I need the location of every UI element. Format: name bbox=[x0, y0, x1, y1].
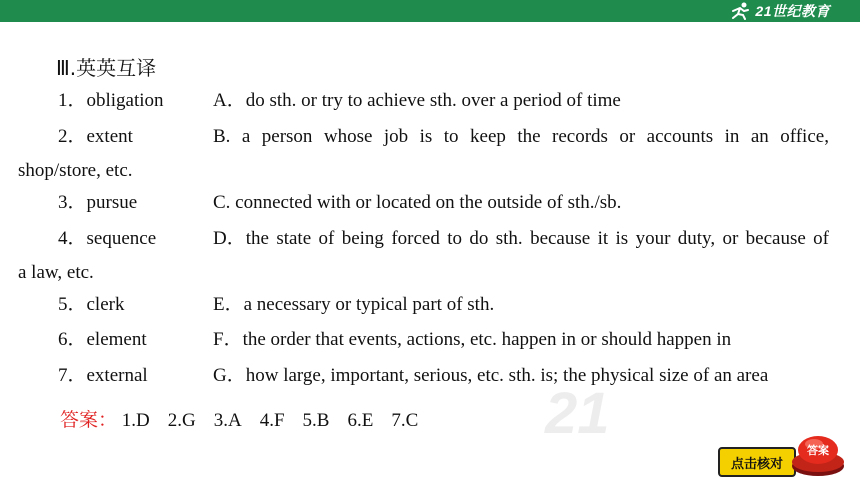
section-title: Ⅲ.英英互译 bbox=[56, 56, 157, 80]
answer-item: 2.G bbox=[167, 410, 196, 431]
logo bbox=[729, 1, 830, 21]
term: 1．obligation bbox=[58, 90, 164, 111]
definition-word: accounts bbox=[646, 126, 714, 147]
answer-values bbox=[122, 410, 437, 431]
term: 2．extent bbox=[58, 126, 133, 147]
definition-word: a bbox=[241, 126, 251, 147]
definition-word: because bbox=[530, 228, 591, 249]
definition-word: duty, bbox=[677, 228, 716, 249]
definition: E．a necessary or typical part of sth. bbox=[213, 294, 495, 315]
definition-word: or bbox=[722, 228, 739, 249]
definition-word: sth. bbox=[495, 228, 523, 249]
definition bbox=[213, 222, 829, 255]
definition-word: whose bbox=[323, 126, 373, 147]
term: 5．clerk bbox=[58, 294, 125, 315]
definition-word: or bbox=[619, 126, 636, 147]
definition: F．the order that events, actions, etc. happen in or should happen in bbox=[213, 329, 732, 350]
definition-word: state bbox=[276, 228, 312, 249]
definition-word: the bbox=[517, 126, 541, 147]
runner-logo-icon bbox=[729, 2, 751, 20]
definition-word: forced bbox=[391, 228, 440, 249]
definition-word: is bbox=[615, 228, 629, 249]
answer-item: 5.B bbox=[302, 410, 330, 431]
term: 3．pursue bbox=[58, 192, 138, 213]
definition-word: keep bbox=[470, 126, 506, 147]
definition-continuation: a law, etc. bbox=[18, 262, 94, 283]
definition bbox=[213, 120, 829, 153]
answer-item: 4.F bbox=[259, 410, 285, 431]
top-bar bbox=[0, 0, 860, 22]
definition-word: to bbox=[443, 126, 459, 147]
definition-word: do bbox=[469, 228, 489, 249]
definition-word: office, bbox=[780, 126, 829, 147]
answer-label: 答案： bbox=[60, 409, 118, 431]
definition-word: records bbox=[552, 126, 608, 147]
definition-word: person bbox=[261, 126, 313, 147]
answer-item: 1.D bbox=[121, 410, 150, 431]
check-answer-button[interactable]: 点击核对 bbox=[718, 447, 796, 477]
definition: C. connected with or located on the outside of sth./sb. bbox=[213, 192, 622, 213]
watermark: 21 bbox=[545, 381, 610, 446]
definition: A．do sth. or try to achieve sth. over a period of time bbox=[213, 90, 621, 111]
definition: G．how large, important, serious, etc. sth. is; the physical size of an area bbox=[213, 365, 769, 386]
definition-word: B. bbox=[213, 126, 231, 147]
definition-word: of bbox=[318, 228, 335, 249]
definition-word: D．the bbox=[213, 228, 269, 249]
definition-word: is bbox=[419, 126, 433, 147]
definition-word: an bbox=[750, 126, 769, 147]
definition-continuation: shop/store, etc. bbox=[18, 160, 133, 181]
definition-word: your bbox=[635, 228, 671, 249]
definition-word: of bbox=[813, 228, 829, 249]
definition-word: job bbox=[383, 126, 409, 147]
definition-word: being bbox=[341, 228, 384, 249]
definition-word: it bbox=[597, 228, 609, 249]
answer-item: 7.C bbox=[391, 410, 419, 431]
logo-text: 21世纪教育 bbox=[755, 3, 830, 19]
answer-button-label: 答案 bbox=[807, 444, 829, 457]
term: 6．element bbox=[58, 329, 147, 350]
answer-button[interactable] bbox=[790, 432, 846, 478]
definition-word: in bbox=[724, 126, 740, 147]
answer-item: 6.E bbox=[347, 410, 374, 431]
definition-word: because bbox=[745, 228, 806, 249]
term: 7．external bbox=[58, 365, 148, 386]
answer-item: 3.A bbox=[213, 410, 242, 431]
answer-line bbox=[60, 405, 436, 432]
definition-word: to bbox=[447, 228, 462, 249]
term: 4．sequence bbox=[58, 228, 157, 249]
